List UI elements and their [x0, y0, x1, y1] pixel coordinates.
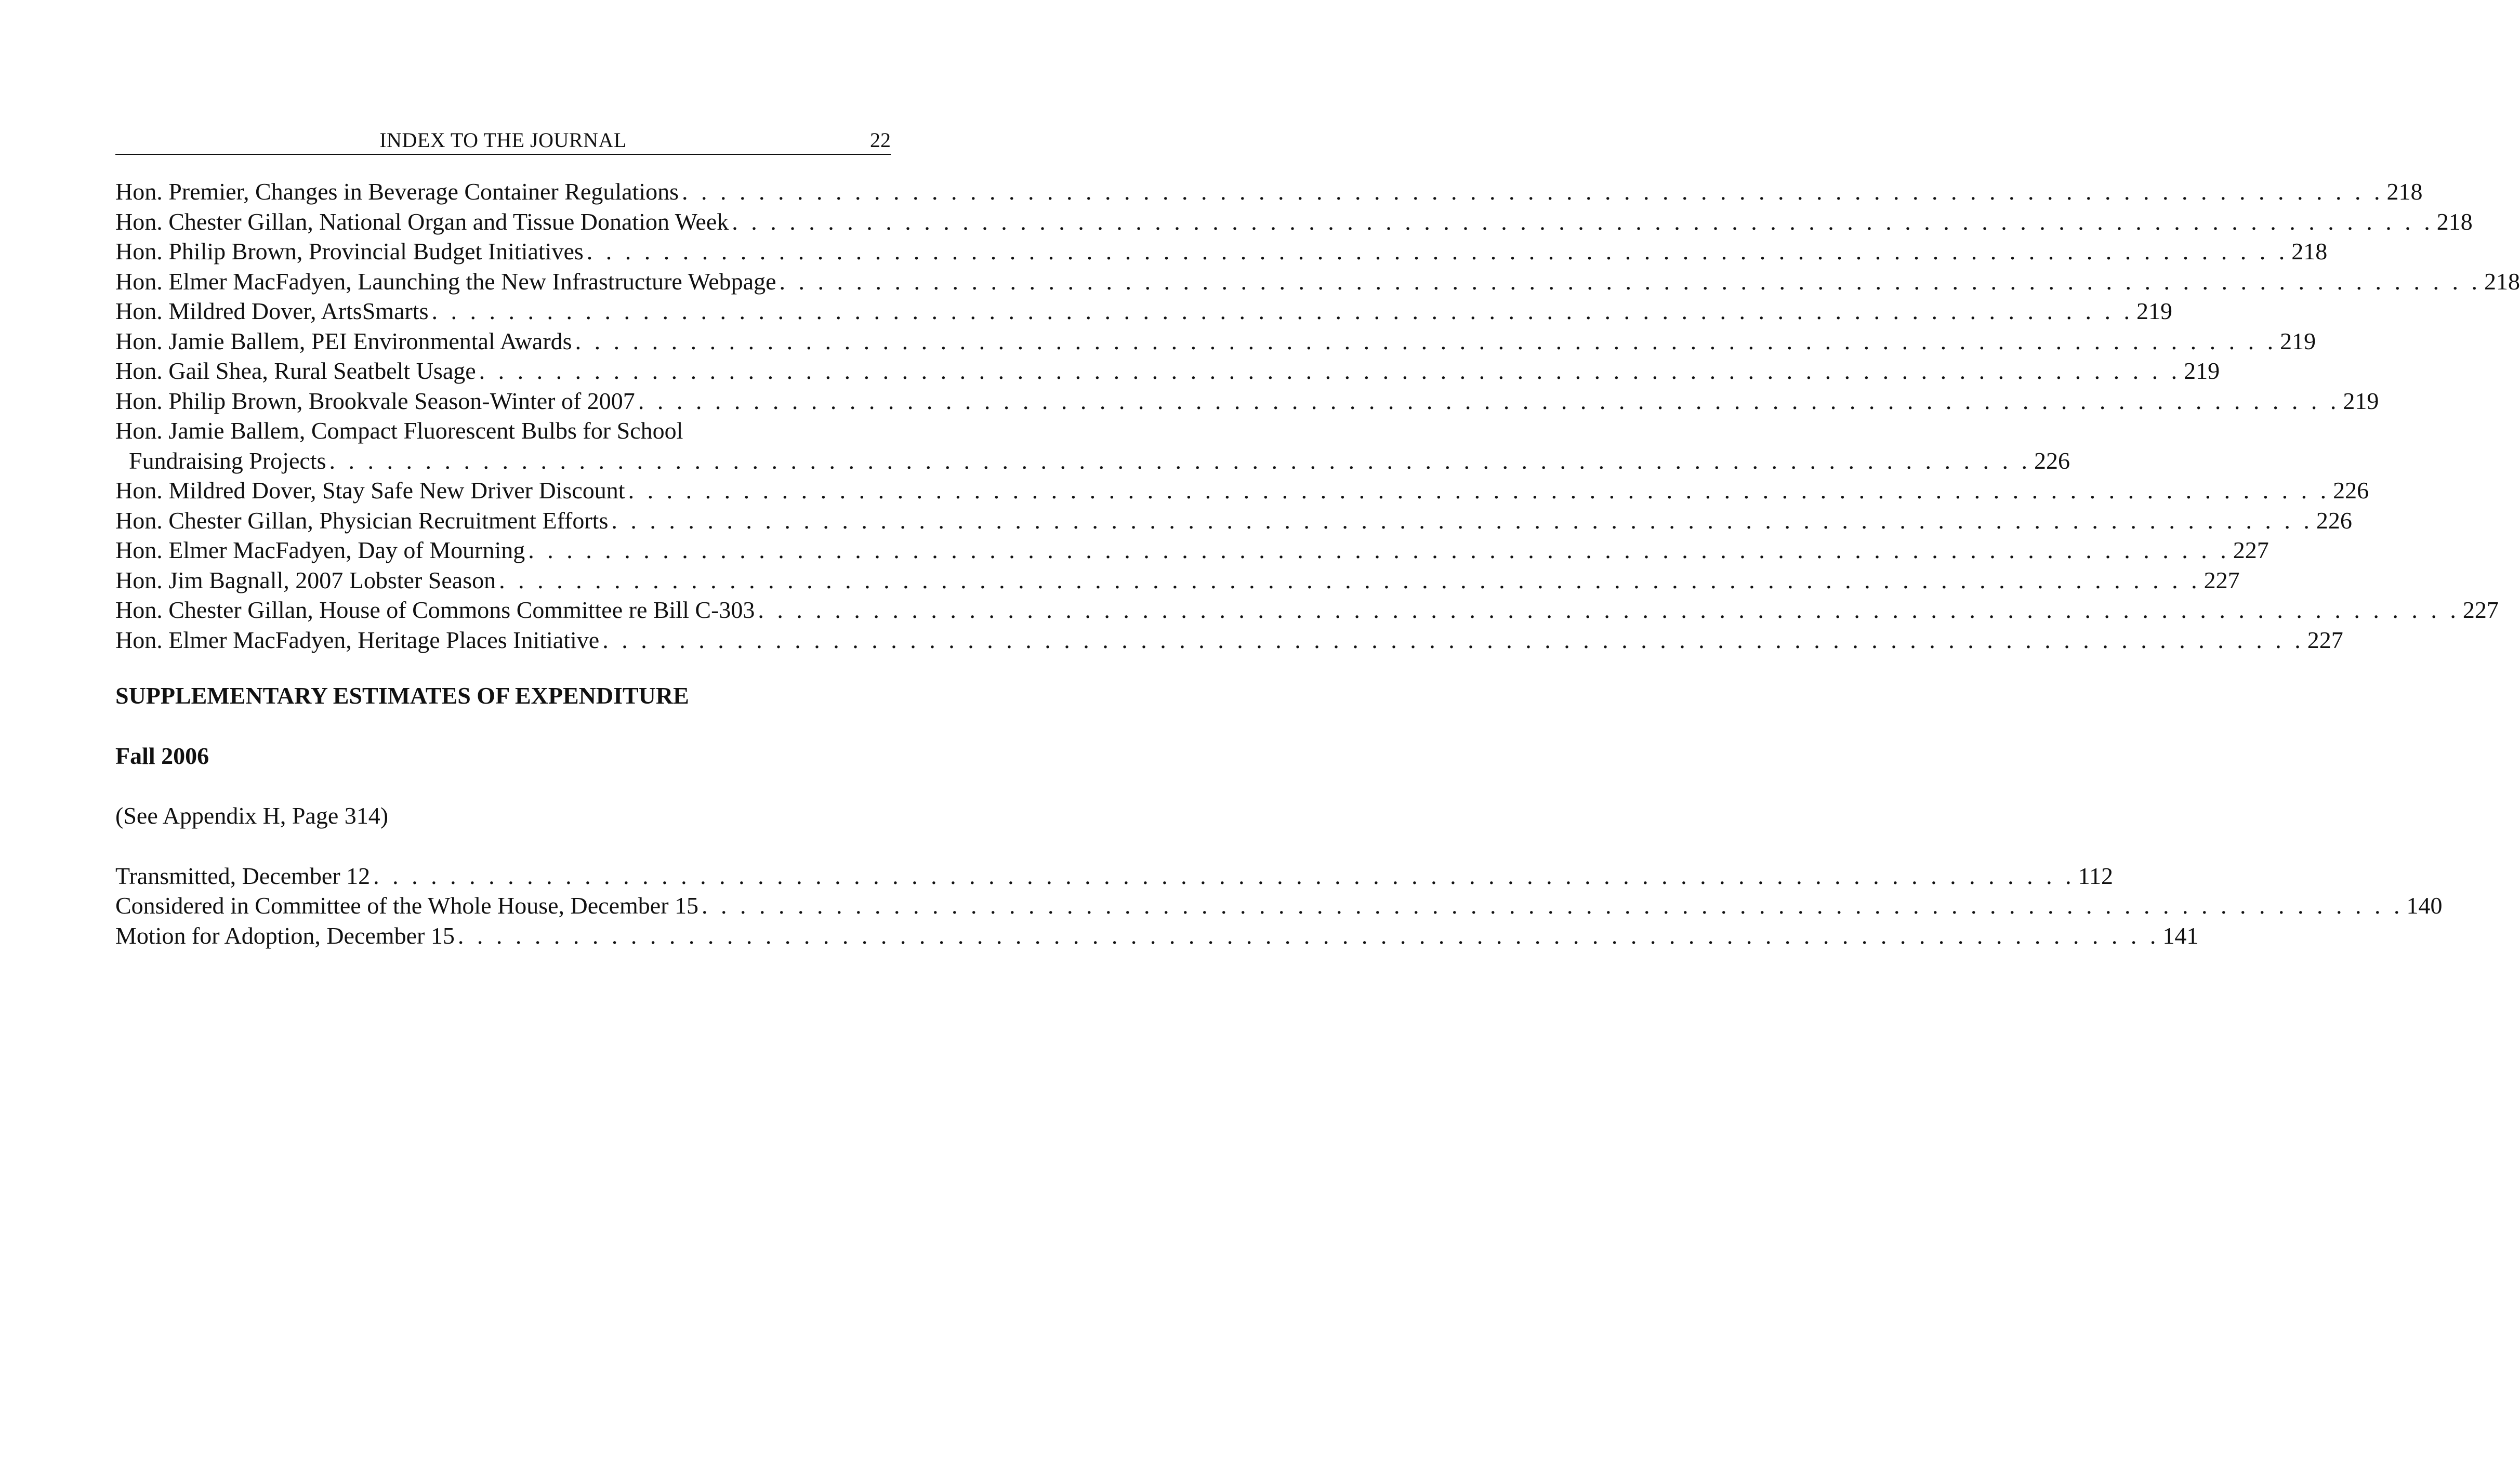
index-entry: Hon. Gail Shea, Rural Seatbelt Usage . . . . . . . . . . . . . . . . . . . . . . . . . . . . . . . . . . . . . . . . . . . . . . . . . . . . . . . . . . . . . . . . . . . . . . . . . . . . . . . . . . . . . . . . . 219 — [115, 356, 891, 386]
page-number: 22 — [870, 128, 891, 152]
index-entry: Hon. Elmer MacFadyen, Launching the New Infrastructure Webpage . . . . . . . . . . . . . . . . . . . . . . . . . . . . . . . . . . . . . . . . . . . . . . . . . . . . . . . . . . . . . . . . . . . . . . . . . . . . . . . . . . . . . . . . . 218 — [115, 267, 891, 297]
index-entry: Considered in Committee of the Whole House, December 15 . . . . . . . . . . . . . . . . . . . . . . . . . . . . . . . . . . . . . . . . . . . . . . . . . . . . . . . . . . . . . . . . . . . . . . . . . . . . . . . . . . . . . . . . . 140 — [115, 891, 891, 921]
index-entry: Hon. Mildred Dover, Stay Safe New Driver Discount . . . . . . . . . . . . . . . . . . . . . . . . . . . . . . . . . . . . . . . . . . . . . . . . . . . . . . . . . . . . . . . . . . . . . . . . . . . . . . . . . . . . . . . . . 226 — [115, 475, 891, 506]
dot-leader: . . . . . . . . . . . . . . . . . . . . . . . . . . . . . . . . . . . . . . . . . . . . . . . . . . . . . . . . . . . . . . . . . . . . . . . . . . . . . . . . . . . . . . . . . — [682, 178, 2384, 205]
page-ref: 219 — [2136, 298, 2172, 324]
dot-leader: . . . . . . . . . . . . . . . . . . . . . . . . . . . . . . . . . . . . . . . . . . . . . . . . . . . . . . . . . . . . . . . . . . . . . . . . . . . . . . . . . . . . . . . . . — [499, 566, 2201, 593]
page-ref: 226 — [2034, 447, 2070, 474]
running-title: INDEX TO THE JOURNAL — [379, 128, 627, 152]
appendix-note: (See Appendix H, Page 314) — [115, 802, 389, 829]
dot-leader: . . . . . . . . . . . . . . . . . . . . . . . . . . . . . . . . . . . . . . . . . . . . . . . . . . . . . . . . . . . . . . . . . . . . . . . . . . . . . . . . . . . . . . . . . — [457, 922, 2160, 949]
dot-leader: . . . . . . . . . . . . . . . . . . . . . . . . . . . . . . . . . . . . . . . . . . . . . . . . . . . . . . . . . . . . . . . . . . . . . . . . . . . . . . . . . . . . . . . . . — [373, 862, 2075, 889]
index-entry: Fundraising Projects . . . . . . . . . . . . . . . . . . . . . . . . . . . . . . . . . . . . . . . . . . . . . . . . . . . . . . . . . . . . . . . . . . . . . . . . . . . . . . . . . . . . . . . . . 226 — [115, 446, 891, 476]
index-entry-line1: Hon. Jamie Ballem, Compact Fluorescent Bulbs for School — [115, 417, 683, 444]
dot-leader: . . . . . . . . . . . . . . . . . . . . . . . . . . . . . . . . . . . . . . . . . . . . . . . . . . . . . . . . . . . . . . . . . . . . . . . . . . . . . . . . . . . . . . . . . — [732, 208, 2434, 235]
index-entry: Hon. Jamie Ballem, PEI Environmental Awards . . . . . . . . . . . . . . . . . . . . . . . . . . . . . . . . . . . . . . . . . . . . . . . . . . . . . . . . . . . . . . . . . . . . . . . . . . . . . . . . . . . . . . . . . 219 — [115, 326, 891, 356]
dot-leader: . . . . . . . . . . . . . . . . . . . . . . . . . . . . . . . . . . . . . . . . . . . . . . . . . . . . . . . . . . . . . . . . . . . . . . . . . . . . . . . . . . . . . . . . . — [431, 298, 2133, 324]
page-ref: 226 — [2333, 477, 2369, 504]
page-ref: 218 — [2484, 268, 2520, 295]
statements-list — [115, 177, 2520, 655]
dot-leader: . . . . . . . . . . . . . . . . . . . . . . . . . . . . . . . . . . . . . . . . . . . . . . . . . . . . . . . . . . . . . . . . . . . . . . . . . . . . . . . . . . . . . . . . . — [528, 537, 2230, 563]
page-ref: 218 — [2386, 178, 2423, 205]
index-page — [115, 128, 2520, 950]
index-entry: Transmitted, December 12 . . . . . . . . . . . . . . . . . . . . . . . . . . . . . . . . . . . . . . . . . . . . . . . . . . . . . . . . . . . . . . . . . . . . . . . . . . . . . . . . . . . . . . . . . 112 — [115, 861, 891, 891]
page-ref: 141 — [2162, 922, 2199, 949]
page-ref: 219 — [2280, 327, 2316, 354]
index-entry: Hon. Philip Brown, Brookvale Season-Winter of 2007 . . . . . . . . . . . . . . . . . . . . . . . . . . . . . . . . . . . . . . . . . . . . . . . . . . . . . . . . . . . . . . . . . . . . . . . . . . . . . . . . . . . . . . . . . 219 — [115, 386, 891, 416]
dot-leader: . . . . . . . . . . . . . . . . . . . . . . . . . . . . . . . . . . . . . . . . . . . . . . . . . . . . . . . . . . . . . . . . . . . . . . . . . . . . . . . . . . . . . . . . . — [611, 507, 2313, 534]
index-entry: Hon. Premier, Changes in Beverage Container Regulations . . . . . . . . . . . . . . . . . . . . . . . . . . . . . . . . . . . . . . . . . . . . . . . . . . . . . . . . . . . . . . . . . . . . . . . . . . . . . . . . . . . . . . . . . 218 — [115, 177, 891, 207]
index-entry: Hon. Elmer MacFadyen, Heritage Places Initiative . . . . . . . . . . . . . . . . . . . . . . . . . . . . . . . . . . . . . . . . . . . . . . . . . . . . . . . . . . . . . . . . . . . . . . . . . . . . . . . . . . . . . . . . . 227 — [115, 625, 891, 655]
dot-leader: . . . . . . . . . . . . . . . . . . . . . . . . . . . . . . . . . . . . . . . . . . . . . . . . . . . . . . . . . . . . . . . . . . . . . . . . . . . . . . . . . . . . . . . . . — [479, 358, 2181, 384]
page-ref: 227 — [2233, 537, 2269, 563]
page-ref: 218 — [2291, 238, 2328, 265]
page-ref: 140 — [2406, 892, 2443, 919]
index-entry: Hon. Chester Gillan, National Organ and Tissue Donation Week . . . . . . . . . . . . . . . . . . . . . . . . . . . . . . . . . . . . . . . . . . . . . . . . . . . . . . . . . . . . . . . . . . . . . . . . . . . . . . . . . . . . . . . . . 218 — [115, 207, 891, 237]
index-entry: Hon. Philip Brown, Provincial Budget Initiatives . . . . . . . . . . . . . . . . . . . . . . . . . . . . . . . . . . . . . . . . . . . . . . . . . . . . . . . . . . . . . . . . . . . . . . . . . . . . . . . . . . . . . . . . . 218 — [115, 236, 891, 267]
estimates-list — [115, 861, 2443, 951]
index-entry: Hon. Elmer MacFadyen, Day of Mourning . . . . . . . . . . . . . . . . . . . . . . . . . . . . . . . . . . . . . . . . . . . . . . . . . . . . . . . . . . . . . . . . . . . . . . . . . . . . . . . . . . . . . . . . . 227 — [115, 535, 891, 565]
page-ref: 218 — [2436, 208, 2473, 235]
page-ref: 227 — [2307, 626, 2343, 653]
dot-leader: . . . . . . . . . . . . . . . . . . . . . . . . . . . . . . . . . . . . . . . . . . . . . . . . . . . . . . . . . . . . . . . . . . . . . . . . . . . . . . . . . . . . . . . . . — [586, 238, 2289, 265]
index-entry: Motion for Adoption, December 15 . . . . . . . . . . . . . . . . . . . . . . . . . . . . . . . . . . . . . . . . . . . . . . . . . . . . . . . . . . . . . . . . . . . . . . . . . . . . . . . . . . . . . . . . . 141 — [115, 921, 891, 951]
dot-leader: . . . . . . . . . . . . . . . . . . . . . . . . . . . . . . . . . . . . . . . . . . . . . . . . . . . . . . . . . . . . . . . . . . . . . . . . . . . . . . . . . . . . . . . . . — [628, 477, 2330, 504]
dot-leader: . . . . . . . . . . . . . . . . . . . . . . . . . . . . . . . . . . . . . . . . . . . . . . . . . . . . . . . . . . . . . . . . . . . . . . . . . . . . . . . . . . . . . . . . . — [779, 268, 2481, 295]
dot-leader: . . . . . . . . . . . . . . . . . . . . . . . . . . . . . . . . . . . . . . . . . . . . . . . . . . . . . . . . . . . . . . . . . . . . . . . . . . . . . . . . . . . . . . . . . — [758, 597, 2460, 623]
index-entry: Hon. Chester Gillan, Physician Recruitment Efforts . . . . . . . . . . . . . . . . . . . . . . . . . . . . . . . . . . . . . . . . . . . . . . . . . . . . . . . . . . . . . . . . . . . . . . . . . . . . . . . . . . . . . . . . . 226 — [115, 506, 891, 536]
index-entry: Hon. Jim Bagnall, 2007 Lobster Season . . . . . . . . . . . . . . . . . . . . . . . . . . . . . . . . . . . . . . . . . . . . . . . . . . . . . . . . . . . . . . . . . . . . . . . . . . . . . . . . . . . . . . . . . 227 — [115, 565, 891, 596]
dot-leader: . . . . . . . . . . . . . . . . . . . . . . . . . . . . . . . . . . . . . . . . . . . . . . . . . . . . . . . . . . . . . . . . . . . . . . . . . . . . . . . . . . . . . . . . . — [575, 327, 2277, 354]
dot-leader: . . . . . . . . . . . . . . . . . . . . . . . . . . . . . . . . . . . . . . . . . . . . . . . . . . . . . . . . . . . . . . . . . . . . . . . . . . . . . . . . . . . . . . . . . — [702, 892, 2404, 919]
page-ref: 219 — [2184, 358, 2220, 384]
dot-leader: . . . . . . . . . . . . . . . . . . . . . . . . . . . . . . . . . . . . . . . . . . . . . . . . . . . . . . . . . . . . . . . . . . . . . . . . . . . . . . . . . . . . . . . . . — [638, 387, 2340, 414]
subsection-heading: Fall 2006 — [115, 742, 209, 769]
dot-leader: . . . . . . . . . . . . . . . . . . . . . . . . . . . . . . . . . . . . . . . . . . . . . . . . . . . . . . . . . . . . . . . . . . . . . . . . . . . . . . . . . . . . . . . . . — [602, 626, 2304, 653]
dot-leader: . . . . . . . . . . . . . . . . . . . . . . . . . . . . . . . . . . . . . . . . . . . . . . . . . . . . . . . . . . . . . . . . . . . . . . . . . . . . . . . . . . . . . . . . . — [329, 447, 2031, 474]
page-ref: 219 — [2343, 387, 2379, 414]
page-ref: 227 — [2462, 597, 2499, 623]
page-header — [115, 129, 891, 155]
section-heading: SUPPLEMENTARY ESTIMATES OF EXPENDITURE — [115, 682, 689, 709]
index-entry: Hon. Chester Gillan, House of Commons Committee re Bill C-303 . . . . . . . . . . . . . . . . . . . . . . . . . . . . . . . . . . . . . . . . . . . . . . . . . . . . . . . . . . . . . . . . . . . . . . . . . . . . . . . . . . . . . . . . . 227 — [115, 595, 891, 625]
page-ref: 226 — [2316, 507, 2352, 534]
index-entry: Hon. Mildred Dover, ArtsSmarts . . . . . . . . . . . . . . . . . . . . . . . . . . . . . . . . . . . . . . . . . . . . . . . . . . . . . . . . . . . . . . . . . . . . . . . . . . . . . . . . . . . . . . . . . 219 — [115, 296, 891, 326]
page-ref: 112 — [2078, 862, 2113, 889]
page-ref: 227 — [2204, 566, 2240, 593]
